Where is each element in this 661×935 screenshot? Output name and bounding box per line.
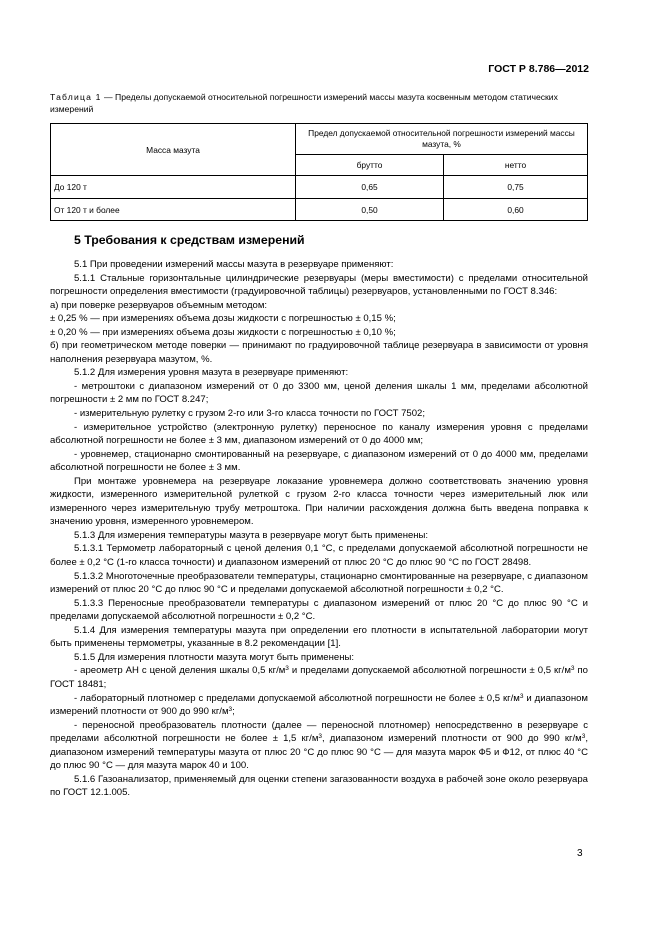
paragraph: 5.1.3 Для измерения температуры мазута в резервуаре могут быть применены: <box>74 529 429 541</box>
table-cell-gross: 0,65 <box>296 176 444 199</box>
paragraph: 5.1.1 Стальные горизонтальные цилиндрические резервуары (меры вместимости) с пределами относительной погрешности определения вместимости (градуировочной таблицы) резервуаров, установленными по ГОСТ 8.346: <box>50 272 588 298</box>
paragraph: - метроштоки с диапазоном измерений от 0 до 3300 мм, ценой деления шкалы 1 мм, пределами абсолютной погрешности ± 2 мм по ГОСТ 8.247; <box>50 380 588 406</box>
table-caption <box>50 92 590 115</box>
table-header-gross: брутто <box>296 155 444 176</box>
paragraph: - измерительную рулетку с грузом 2-го или 3-го класса точности по ГОСТ 7502; <box>74 408 426 420</box>
paragraph: - ареометр АН с ценой деления шкалы 0,5 $кг/м^3$ и пределами допускаемой абсолютной погрешности ± 0,5 $кг/м^3$ по ГОСТ 18481; <box>50 665 588 690</box>
error-limits-table <box>50 123 588 221</box>
paragraph: 5.1 При проведении измерений массы мазута в резервуаре применяют: <box>74 259 394 270</box>
table-caption-text: — Пределы допускаемой относительной погрешности измерений массы мазута косвенным методом статических измерений <box>50 92 558 114</box>
paragraph: а) при поверке резервуаров объемным методом: <box>50 299 268 311</box>
table-cell-mass: До 120 т <box>51 176 296 199</box>
table-cell-net: 0,75 <box>444 176 588 199</box>
paragraph: 5.1.3.3 Переносные преобразователи температуры с диапазоном измерений от плюс 20 °С до плюс 90 °С и пределами допускаемой абсолютной погрешности ± 0,2 °С. <box>50 597 588 623</box>
paragraph: 5.1.2 Для измерения уровня мазута в резервуаре применяют: <box>74 367 349 379</box>
paragraph: - измерительное устройство (электронную рулетку) переносное по каналу измерения уровня с пределами абсолютной погрешности не более ± 3 мм, диапазоном измерений от 0 до 4000 мм; <box>50 421 588 447</box>
paragraph: - переносной преобразователь плотности (далее — переносной плотномер) непосредственно в резервуаре с пределами абсолютной погрешности не более ± 1,5 $кг/м^3$, диапазоном измерений плотности от 900 до 990 $кг/м^3$, диапазоном измерений температуры мазута от плюс 20 °С до плюс 90 °С — для мазута марок Ф5 и Ф12, от плюс 40 °С до плюс 90 °С — для мазута марок 40 и 100. <box>50 719 588 772</box>
paragraph: 5.1.3.2 Многоточечные преобразователи температуры, стационарно смонтированные на резервуаре, с диапазоном измерений от плюс 20 °С до плюс 90 °С и пределами допускаемой абсолютной погрешности ± 0,2 °С. <box>50 570 588 596</box>
paragraph: 5.1.6 Газоанализатор, применяемый для оценки степени загазованности воздуха в рабочей зоне около резервуара по ГОСТ 12.1.005. <box>50 773 588 799</box>
paragraph: ± 0,25 % — при измерениях объема дозы жидкости с погрешностью ± 0,15 %; <box>50 313 396 325</box>
table-cell-mass: От 120 т и более <box>51 199 296 221</box>
section-body <box>50 258 588 800</box>
paragraph: 5.1.5 Для измерения плотности мазута могут быть применены: <box>74 651 354 663</box>
paragraph: ± 0,20 % — при измерениях объема дозы жидкости с погрешностью ± 0,10 %; <box>50 326 396 338</box>
paragraph: 5.1.4 Для измерения температуры мазута при определении его плотности в испытательной лаборатории могут быть применены термометры, указанные в 8.2 рекомендации [1]. <box>50 624 588 650</box>
table-header-net: нетто <box>444 155 588 176</box>
paragraph: При монтаже уровнемера на резервуаре локазание уровнемера должно соответствовать значению уровня жидкости, измеренного измерительной рулеткой с грузом 2-го класса точности через измерительный люк или измеренного через измерительную трубу метроштока. При наличии расхождения должна быть введена поправка к значению уровня, измеренного уровнемером. <box>50 475 588 528</box>
table-row <box>51 176 588 199</box>
section-heading: 5 Требования к средствам измерений <box>74 233 305 247</box>
paragraph: - лабораторный плотномер с пределами допускаемой абсолютной погрешности не более ± 0,5 $кг/м^3$ и диапазоном измерений плотности от 900 до 990 $кг/м^3$; <box>50 692 588 718</box>
table-header-mass: Масса мазута <box>51 124 296 176</box>
paragraph: 5.1.3.1 Термометр лабораторный с ценой деления 0,1 °С, с пределами допускаемой абсолютной погрешности не более ± 0,2 °С (1-го класса точности) и диапазоном измерений от плюс 20 °С до плюс 90 °С по ГОСТ 28498. <box>50 543 588 569</box>
table-caption-label: Таблица 1 <box>50 92 102 102</box>
table-cell-net: 0,60 <box>444 199 588 221</box>
page-number: 3 <box>577 848 583 859</box>
standard-header: ГОСТ Р 8.786—2012 <box>488 63 589 75</box>
table-row <box>51 199 588 221</box>
table-cell-gross: 0,50 <box>296 199 444 221</box>
table-header-limit: Предел допускаемой относительной погрешности измерений массы мазута, % <box>296 124 588 155</box>
paragraph: - уровнемер, стационарно смонтированный на резервуаре, с диапазоном измерений от 0 до 4000 мм, пределами абсолютной погрешности не более ± 3 мм. <box>50 448 588 474</box>
paragraph: б) при геометрическом методе поверки — принимают по градуировочной таблице резервуара в зависимости от уровня наполнения резервуара мазутом, %. <box>50 340 588 365</box>
